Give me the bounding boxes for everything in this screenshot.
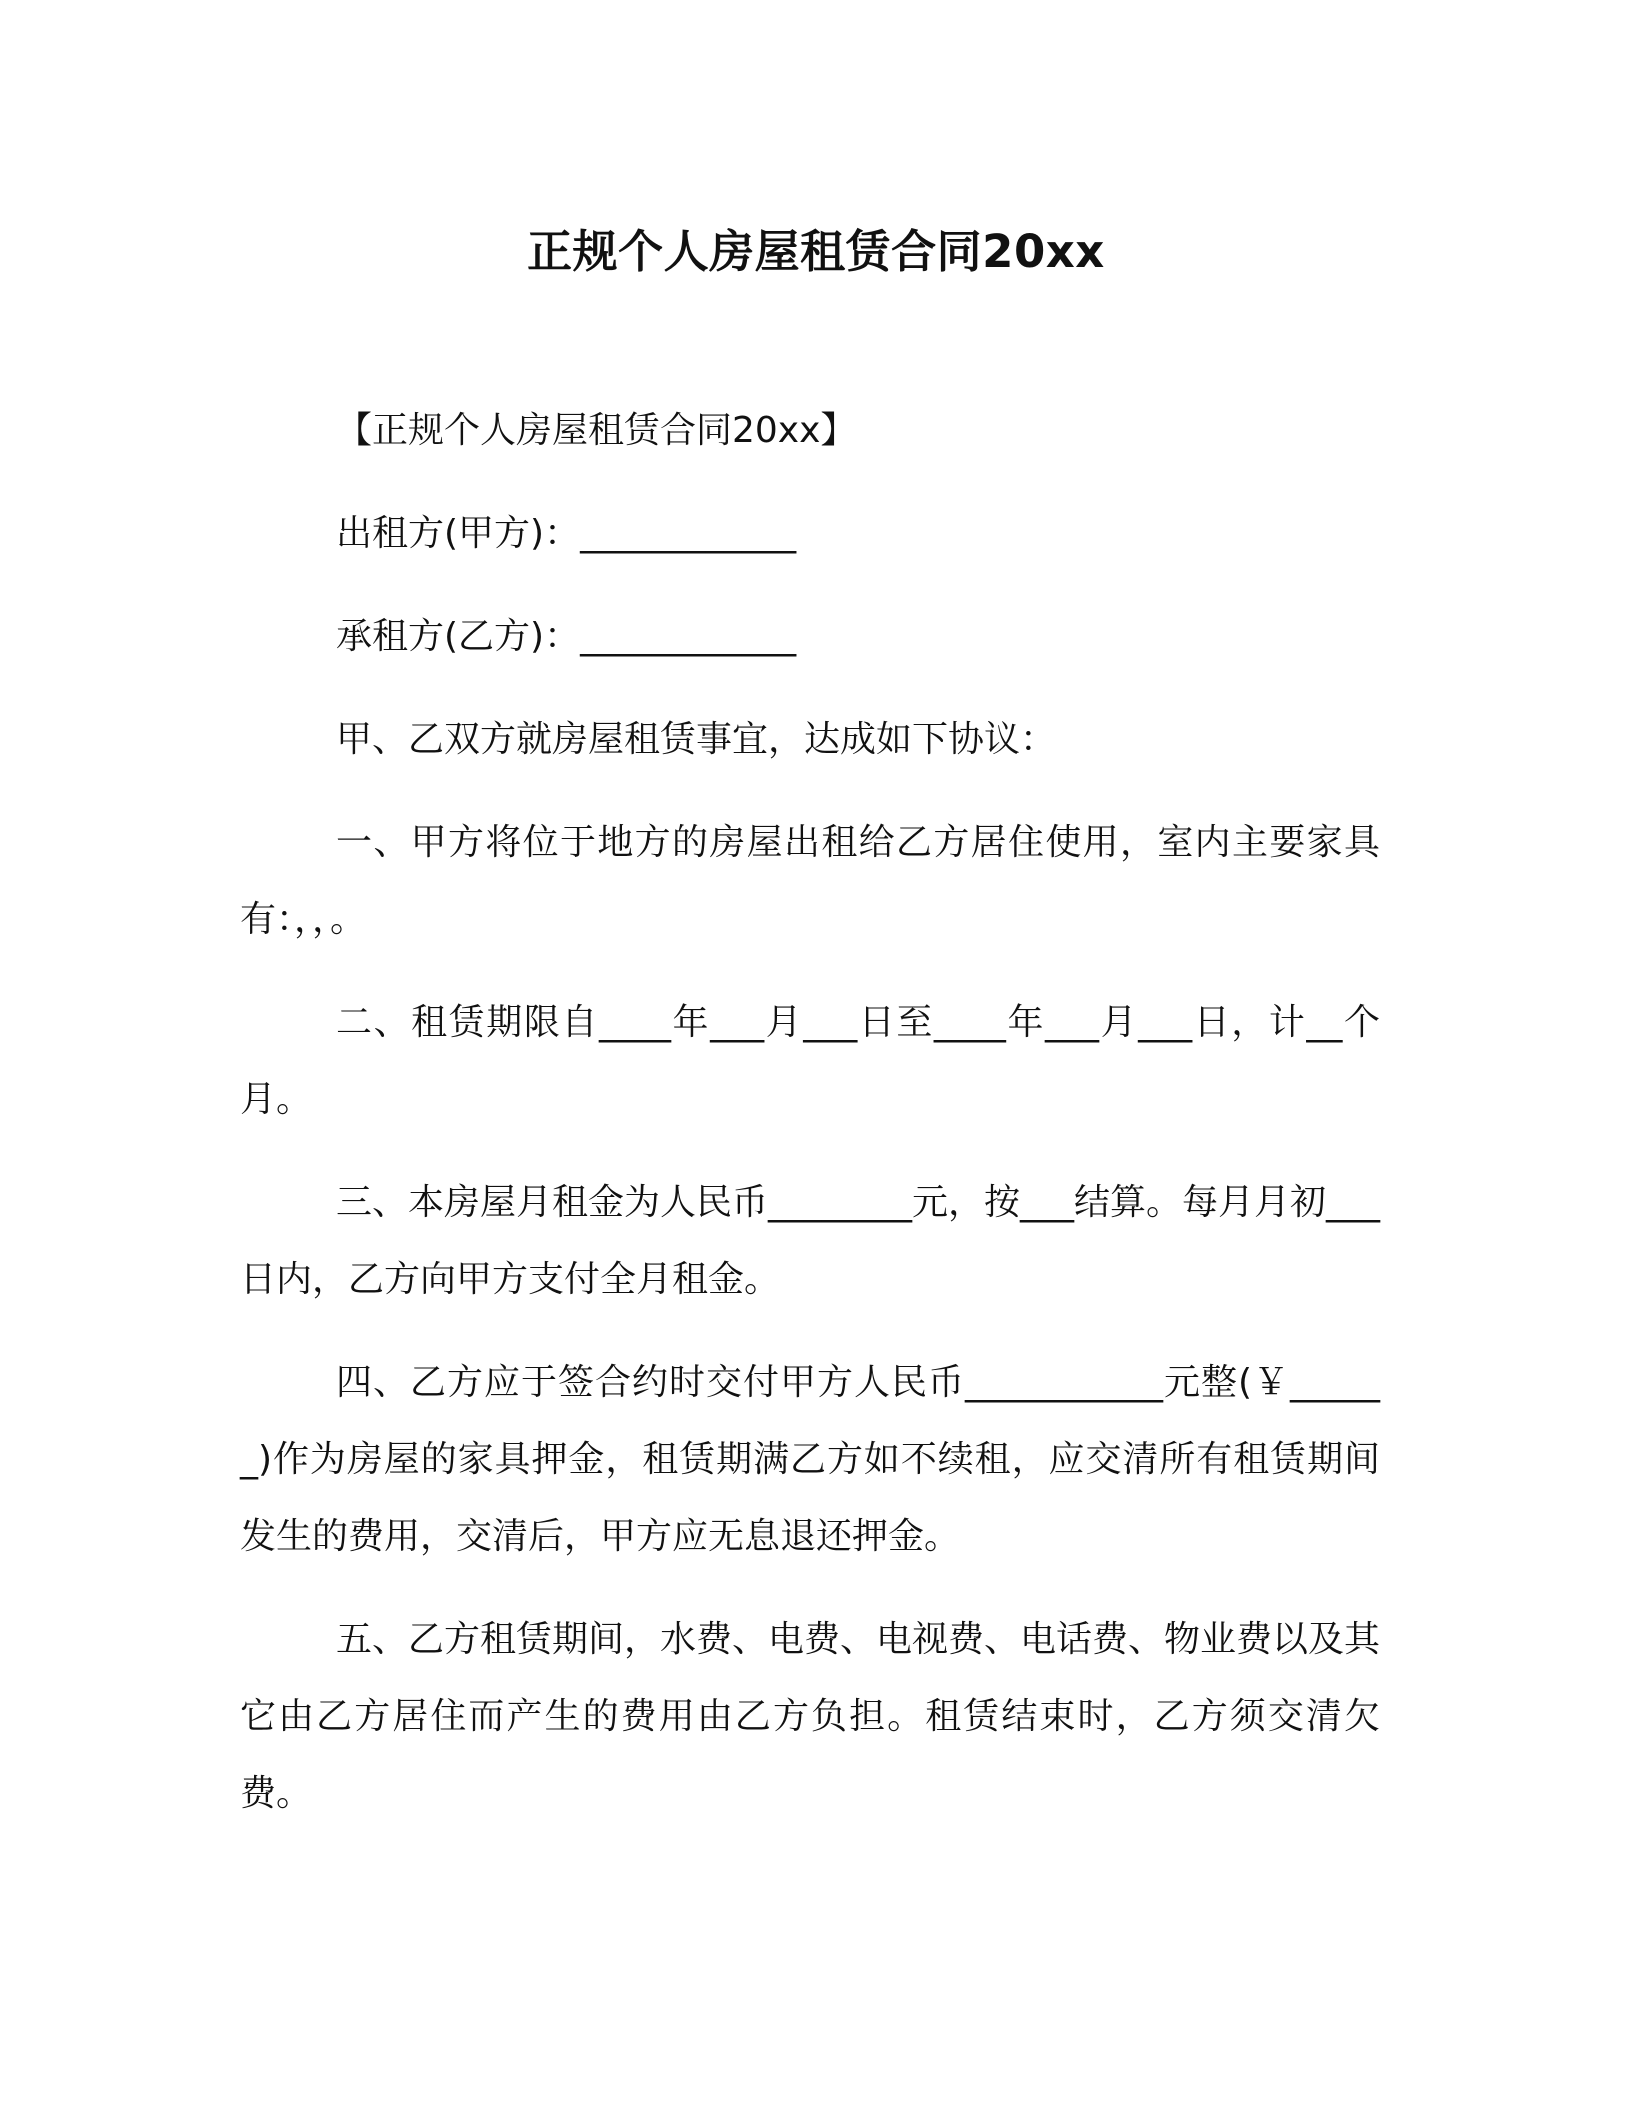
paragraph-clause-2: 二、租赁期限自____年___月___日至____年___月___日，计__个月。 [240,1002,1380,1120]
paragraph-clause-4: 四、乙方应于签合约时交付甲方人民币___________元整(￥______)作为房屋的家具押金，租赁期满乙方如不续租，应交清所有租赁期间发生的费用，交清后，甲方应无息退还押金。 [240,1362,1380,1557]
paragraph-clause-3: 三、本房屋月租金为人民币________元，按___结算。每月月初___日内，乙方向甲方支付全月租金。 [240,1182,1381,1300]
paragraph-lessee: 承租方(乙方)：____________ [336,616,797,657]
document-title: 正规个人房屋租赁合同20xx [527,225,1105,278]
paragraph-clause-5: 五、乙方租赁期间，水费、电费、电视费、电话费、物业费以及其它由乙方居住而产生的费用由乙方负担。租赁结束时，乙方须交清欠费。 [240,1619,1381,1814]
document-body [240,392,1380,1858]
paragraph-clause-1: 一、甲方将位于地方的房屋出租给乙方居住使用，室内主要家具有：，，。 [240,822,1380,940]
paragraph-agreement-intro: 甲、乙双方就房屋租赁事宜，达成如下协议： [336,719,1057,760]
paragraph-header: 【正规个人房屋租赁合同20xx】 [336,410,857,451]
paragraph-lessor: 出租方(甲方)：____________ [336,513,797,554]
